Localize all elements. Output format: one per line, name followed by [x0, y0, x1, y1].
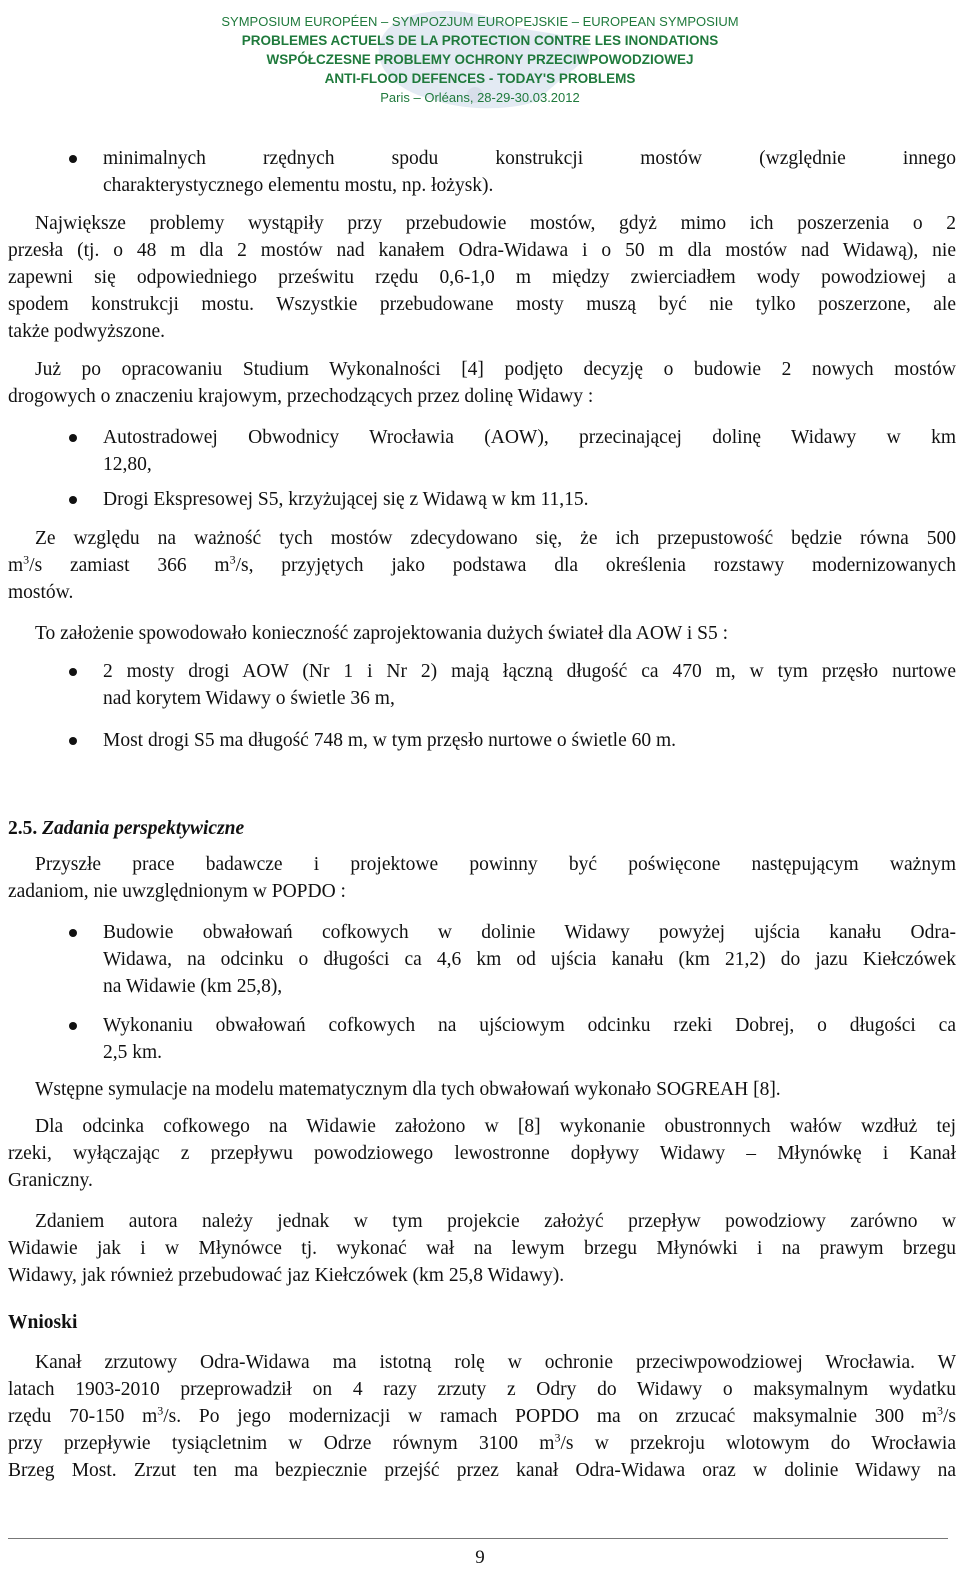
text-line: spodem konstrukcji mostu. Wszystkie przebudowane mosty muszą być nie tylko poszerzone, ale [8, 294, 956, 315]
bullet-dot [69, 929, 77, 937]
section-number: 2.5. [8, 818, 38, 839]
text-line: Brzeg Most. Zrzut ten ma bezpiecznie przejść przez kanał Odra-Widawa oraz w dolinie Widawy na [8, 1460, 956, 1481]
paragraph [8, 620, 956, 647]
bullet-dot [69, 155, 77, 163]
text-line: Wstępne symulacje na modelu matematycznym dla tych obwałowań wykonało SOGREAH [8]. [35, 1079, 781, 1100]
section-title: Zadania perspektywiczne [42, 818, 245, 839]
text-line: przesła (tj. o 48 m dla 2 mostów nad kanałem Odra-Widawa i o 50 m dla mostów nad Widawą), nie [8, 240, 956, 261]
bullet-dot [69, 737, 77, 745]
text-line: To założenie spowodowało konieczność zaprojektowania dużych świateł dla AOW i S5 : [35, 623, 729, 644]
header-line-1: SYMPOSIUM EUROPÉEN – SYMPOZJUM EUROPEJSKIE – EUROPEAN SYMPOSIUM [221, 14, 739, 29]
text-line: Ze względu na ważność tych mostów zdecydowano się, że ich przepustowość będzie równa 500 [35, 528, 956, 549]
bullet-item [103, 145, 956, 199]
bullet-line: Most drogi S5 ma długość 748 m, w tym przęsło nurtowe o świetle 60 m. [103, 730, 677, 751]
paragraph [8, 1208, 956, 1289]
bullet-dot [69, 496, 77, 504]
bullet-line: nad korytem Widawy o świetle 36 m, [103, 688, 395, 709]
bullet-item [103, 1012, 956, 1066]
bullet-line: charakterystycznego elementu mostu, np. łożysk). [103, 175, 494, 196]
conclusions-heading: Wnioski [8, 1312, 78, 1333]
footer-rule [8, 1538, 948, 1539]
text-line: zapewni się odpowiedniego prześwitu rzędu 0,6-1,0 m między zwierciadłem wody powodziowej a [8, 267, 956, 288]
text-line: Widawie jak i w Młynówce tj. wykonać wał na lewym brzegu Młynówki i na prawym brzegu [8, 1238, 956, 1259]
header-line-2: PROBLEMES ACTUELS DE LA PROTECTION CONTRE LES INONDATIONS [241, 33, 719, 48]
paragraph [8, 356, 956, 410]
bullet-dot [69, 1022, 77, 1030]
bullet-line: 2 mosty drogi AOW (Nr 1 i Nr 2) mają łączną długość ca 470 m, w tym przęsło nurtowe [103, 661, 956, 682]
text-line: Zdaniem autora należy jednak w tym projekcie założyć przepływ powodziowy zarówno w [35, 1211, 956, 1232]
bullet-item [103, 424, 956, 478]
bullet-dot [69, 668, 77, 676]
section-heading [8, 815, 244, 842]
text-line: Już po opracowaniu Studium Wykonalności [4] podjęto decyzję o budowie 2 nowych mostów [35, 359, 956, 380]
bullet-item [103, 919, 956, 1000]
bullet-item [103, 658, 956, 712]
bullet-line: na Widawie (km 25,8), [103, 976, 283, 997]
text-line: latach 1903-2010 przeprowadził on 4 razy zrzuty z Odry do Widawy o maksymalnym wydatku [8, 1379, 956, 1400]
header-line-4: ANTI-FLOOD DEFENCES - TODAY'S PROBLEMS [324, 71, 636, 86]
paragraph [8, 1113, 956, 1194]
bullet-item [103, 486, 956, 513]
text-line: Graniczny. [8, 1170, 93, 1191]
text-line: rzeki, wyłączając z przepływu powodziowego lewostronne dopływy Widawy – Młynówkę i Kanał [8, 1143, 956, 1164]
bullet-line: 12,80, [103, 454, 152, 475]
header-line-3: WSPÓŁCZESNE PROBLEMY OCHRONY PRZECIWPOWODZIOWEJ [266, 52, 694, 67]
paragraph [8, 851, 956, 905]
text-line: zadaniom, nie uwzględnionym w POPDO : [8, 881, 346, 902]
paragraph [8, 1076, 956, 1103]
bullet-line: Widawa, na odcinku o długości ca 4,6 km od ujścia kanału (km 21,2) do jazu Kiełczówek [103, 949, 956, 970]
paragraph: Ze względu na ważność tych mostów zdecydowano się, że ich przepustowość będzie równa 500 $m^3/s$ zamiast 366 $m^3/s$, przyjętych jako podstawa dla określenia rozstawy modernizowanych mostów. [8, 528, 956, 603]
symposium-header [0, 0, 960, 120]
text-line: Kanał zrzutowy Odra-Widawa ma istotną rolę w ochronie przeciwpowodziowej Wrocławia. W [35, 1352, 956, 1373]
paragraph: Kanał zrzutowy Odra-Widawa ma istotną rolę w ochronie przeciwpowodziowej Wrocławia. W latach 1903-2010 przeprowadził on 4 razy zrzuty z Odry do Widawy o maksymalnym wydatku rzędu 70-150 $m^3/s$. Po jego modernizacji w ramach POPDO ma on zrzucać maksymalnie 300 $m^3/s$ przy przepływie tysiącletnim w Odrze równym 3100 $m^3/s$ w przekroju wlotowym do Wrocławia Brzeg Most. Zrzut ten ma bezpiecznie przejść przez kanał Odra-Widawa oraz w dolinie Widawy na [8, 1349, 956, 1484]
bullet-line: minimalnych rzędnych spodu konstrukcji mostów (względnie innego [103, 148, 956, 169]
text-line: Dla odcinka cofkowego na Widawie założono w [8] wykonanie obustronnych wałów wzdłuż tej [35, 1116, 956, 1137]
text-line: także podwyższone. [8, 321, 166, 342]
text-line: Przyszłe prace badawcze i projektowe powinny być poświęcone następującym ważnym [35, 854, 956, 875]
bullet-item [103, 727, 956, 754]
header-date: Paris – Orléans, 28-29-30.03.2012 [380, 90, 580, 105]
text-line: drogowych o znaczeniu krajowym, przechodzących przez dolinę Widawy : [8, 386, 594, 407]
bullet-line: Budowie obwałowań cofkowych w dolinie Widawy powyżej ujścia kanału Odra- [103, 922, 956, 943]
page-number: 9 [475, 1547, 485, 1568]
paragraph [8, 210, 956, 345]
bullet-line: 2,5 km. [103, 1042, 163, 1063]
text-line: Widawy, jak również przebudować jaz Kiełczówek (km 25,8 Widawy). [8, 1265, 565, 1286]
text-line: mostów. [8, 582, 74, 603]
bullet-line: Drogi Ekspresowej S5, krzyżującej się z Widawą w km 11,15. [103, 489, 589, 510]
bullet-line: Wykonaniu obwałowań cofkowych na ujściowym odcinku rzeki Dobrej, o długości ca [103, 1015, 956, 1036]
bullet-dot [69, 434, 77, 442]
bullet-line: Autostradowej Obwodnicy Wrocławia (AOW), przecinającej dolinę Widawy w km [103, 427, 956, 448]
text-line: Największe problemy wystąpiły przy przebudowie mostów, gdyż mimo ich poszerzenia o 2 [35, 213, 956, 234]
